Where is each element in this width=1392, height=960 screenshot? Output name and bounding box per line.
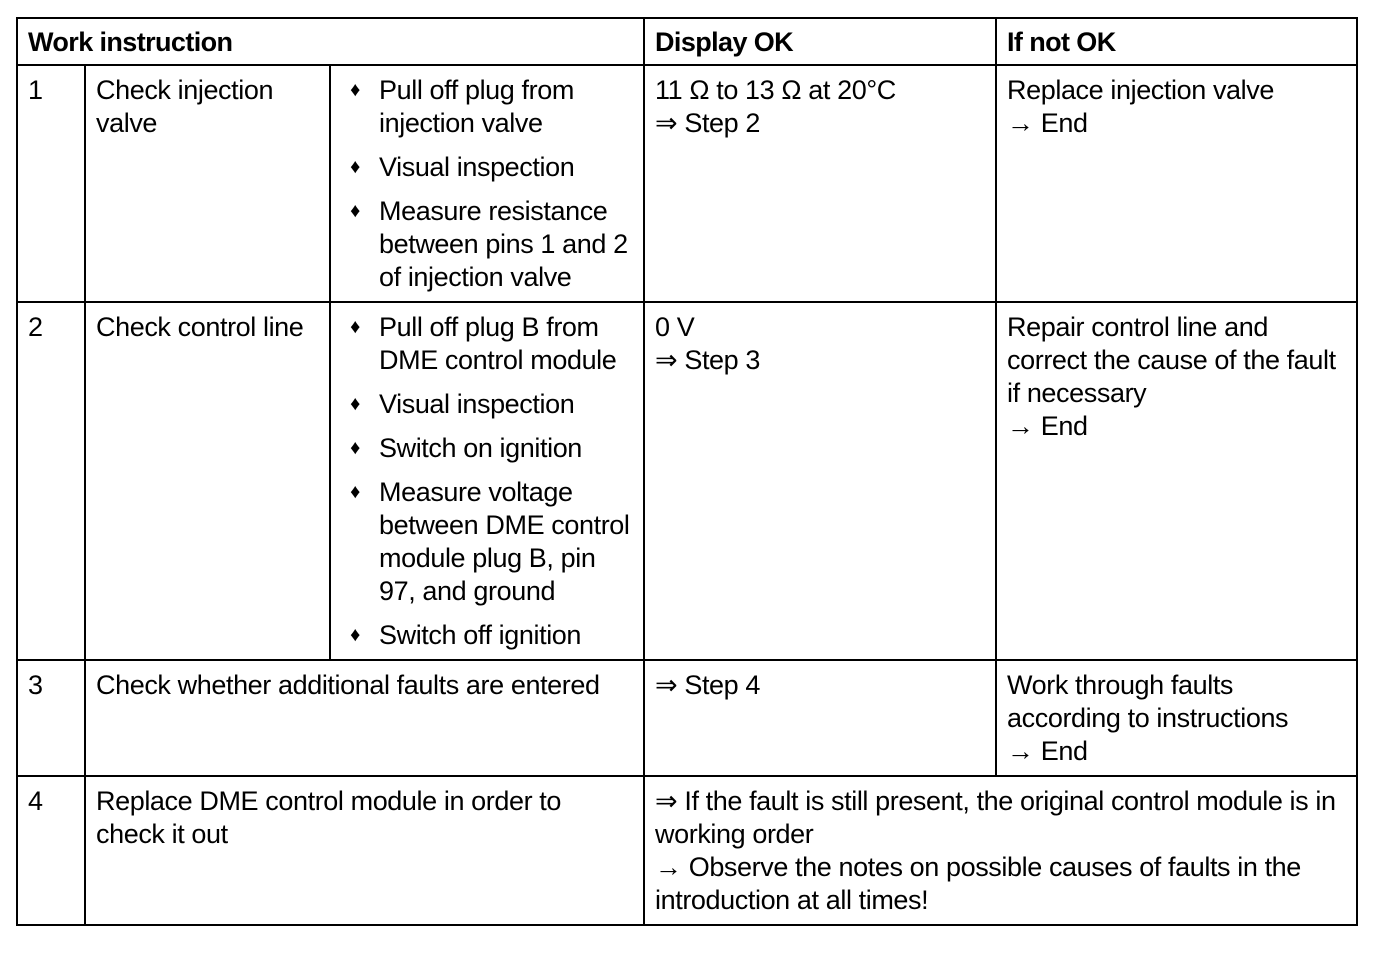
action-item: ♦ Switch off ignition xyxy=(341,619,633,652)
action-list xyxy=(341,311,633,652)
if-not-ok-cell xyxy=(996,660,1357,776)
diamond-bullet-icon: ♦ xyxy=(350,79,360,101)
check-cell: Check control line xyxy=(85,302,330,660)
display-ok-value: 0 V xyxy=(655,312,695,342)
if-not-ok-action: Replace injection valve xyxy=(1007,75,1274,105)
result-line: ⇒ If the fault is still present, the original control module is in working order xyxy=(655,786,1336,849)
if-not-ok-end: → End xyxy=(1007,411,1088,441)
check-cell: Check whether additional faults are entered xyxy=(85,660,644,776)
if-not-ok-action: Repair control line and correct the cause of the fault if necessary xyxy=(1007,312,1336,408)
diamond-bullet-icon: ♦ xyxy=(350,624,360,646)
header-work-instruction: Work instruction xyxy=(17,18,644,65)
display-ok-cell xyxy=(644,660,996,776)
table-row-step-1 xyxy=(17,65,1357,302)
action-item: ♦ Visual inspection xyxy=(341,388,633,421)
table-row-step-2 xyxy=(17,302,1357,660)
action-item: ♦ Measure voltage between DME control module plug B, pin 97, and ground xyxy=(341,476,633,608)
if-not-ok-cell xyxy=(996,65,1357,302)
work-instruction-table xyxy=(16,17,1358,926)
action-item: ♦ Switch on ignition xyxy=(341,432,633,465)
diamond-bullet-icon: ♦ xyxy=(350,481,360,503)
if-not-ok-action: Work through faults according to instructions xyxy=(1007,670,1289,733)
step-number: 2 xyxy=(17,302,85,660)
display-ok-next-step: ⇒ Step 4 xyxy=(655,670,761,700)
if-not-ok-cell xyxy=(996,302,1357,660)
display-ok-value: 11 Ω to 13 Ω at 20°C xyxy=(655,75,896,105)
action-item: ♦ Visual inspection xyxy=(341,151,633,184)
diamond-bullet-icon: ♦ xyxy=(350,437,360,459)
display-ok-cell xyxy=(644,302,996,660)
step-number: 3 xyxy=(17,660,85,776)
result-note: → Observe the notes on possible causes of faults in the introduction at all times! xyxy=(655,852,1301,915)
table-row-step-4 xyxy=(17,776,1357,925)
header-display-ok: Display OK xyxy=(644,18,996,65)
actions-cell xyxy=(330,65,644,302)
display-ok-cell xyxy=(644,65,996,302)
action-item: ♦ Pull off plug B from DME control module xyxy=(341,311,633,377)
action-list xyxy=(341,74,633,294)
step-number: 1 xyxy=(17,65,85,302)
action-item: ♦ Pull off plug from injection valve xyxy=(341,74,633,140)
if-not-ok-end: → End xyxy=(1007,736,1088,766)
result-cell xyxy=(644,776,1357,925)
action-item: ♦ Measure resistance between pins 1 and 2 of injection valve xyxy=(341,195,633,294)
table-row-step-3 xyxy=(17,660,1357,776)
diamond-bullet-icon: ♦ xyxy=(350,156,360,178)
actions-cell xyxy=(330,302,644,660)
header-if-not-ok: If not OK xyxy=(996,18,1357,65)
header-row xyxy=(17,18,1357,65)
diamond-bullet-icon: ♦ xyxy=(350,200,360,222)
if-not-ok-end: → End xyxy=(1007,108,1088,138)
display-ok-next-step: ⇒ Step 3 xyxy=(655,345,761,375)
check-cell: Check injection valve xyxy=(85,65,330,302)
display-ok-next-step: ⇒ Step 2 xyxy=(655,108,761,138)
diamond-bullet-icon: ♦ xyxy=(350,393,360,415)
diamond-bullet-icon: ♦ xyxy=(350,316,360,338)
step-number: 4 xyxy=(17,776,85,925)
check-cell: Replace DME control module in order to check it out xyxy=(85,776,644,925)
